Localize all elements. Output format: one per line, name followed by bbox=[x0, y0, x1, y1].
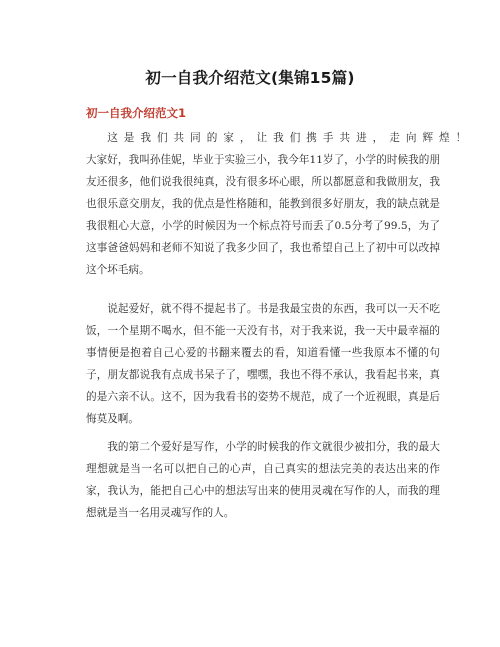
section-title: 初一自我介绍范文1 bbox=[86, 106, 187, 120]
paragraph-1: 大家好，我叫孙佳妮，毕业于实验三小，我今年11岁了，小学的时候我的朋友还很多，他们说我很纯真，没有很多坏心眼，所以都愿意和我做朋友，我也很乐意交朋友，我的优点是性格随和，能教到很多好朋友，我的缺点就是我很粗心大意，小学的时候因为一个标点符号而丢了0.5分考了99.5，为了这事爸爸妈妈和老师不知说了我多少回了，我也希望自己上了初中可以改掉这个坏毛病。 bbox=[86, 154, 440, 276]
paragraph-3: 我的第二个爱好是写作，小学的时候我的作文就很少被扣分，我的最大理想就是当一名可以把自己的心声，自己真实的想法完美的表达出来的作家，我认为，能把自己心中的想法写出来的使用灵魂在写作的人，而我的理想就是当一名用灵魂写作的人。 bbox=[86, 441, 440, 519]
motto-line: 这是我们共同的家，让我们携手共进，走向辉煌！ bbox=[107, 132, 473, 144]
paragraph-2: 说起爱好，就不得不提起书了。书是我最宝贵的东西，我可以一天不吃饭，一个星期不喝水，但不能一天没有书，对于我来说，我一天中最幸福的事情便是抱着自己心爱的书翻来覆去的看，知道看懂一些我原本不懂的句子，朋友都说我有点成书呆子了，嘿嘿，我也不得不承认，我看起书来，真的是六亲不认。这不，因为我看书的姿势不规范，成了一个近视眼，真是后悔莫及啊。 bbox=[86, 303, 440, 425]
document-title: 初一自我介绍范文(集锦15篇) bbox=[145, 69, 355, 87]
paragraph-block-1 bbox=[86, 127, 473, 281]
